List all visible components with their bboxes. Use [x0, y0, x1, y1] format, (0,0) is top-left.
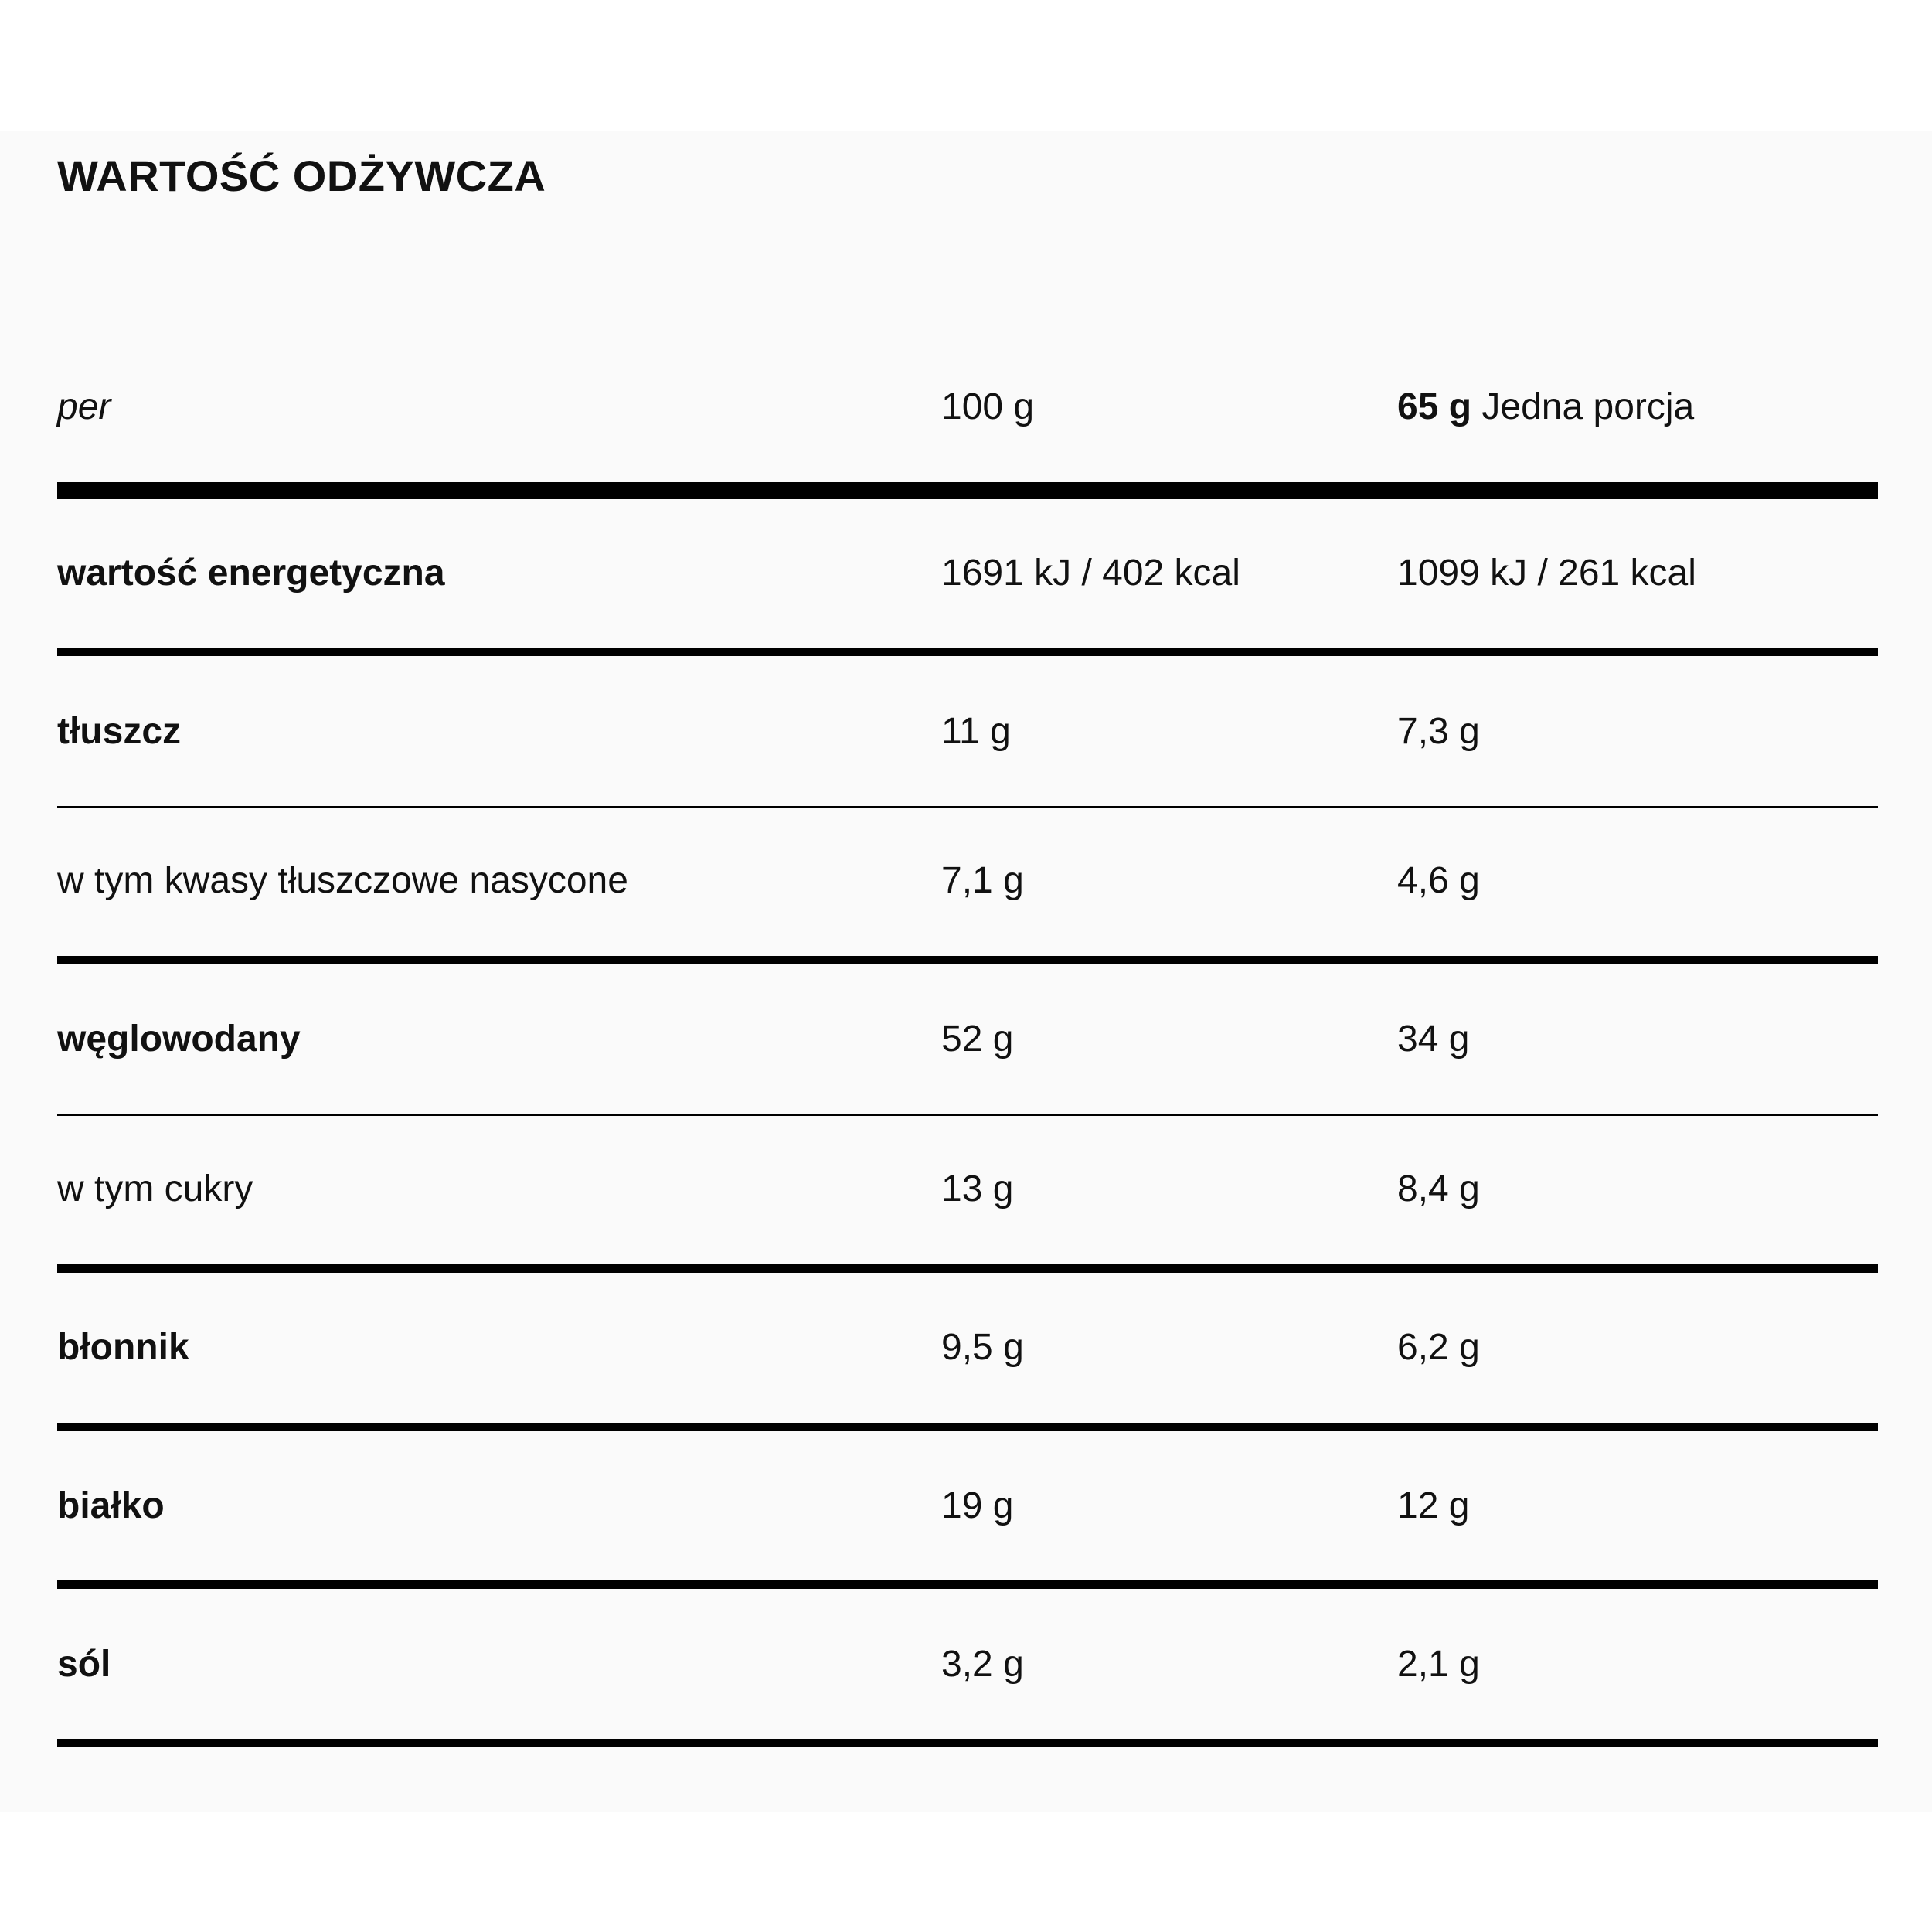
- row-value-portion: 8,4 g: [1397, 1168, 1480, 1209]
- row-label: wartość energetyczna: [57, 553, 445, 594]
- row-label: tłuszcz: [57, 711, 182, 752]
- header-divider: [57, 482, 1878, 499]
- row-value-100g: 13 g: [941, 1168, 1014, 1209]
- row-value-100g: 11 g: [941, 711, 1011, 752]
- row-value-100g: 52 g: [941, 1019, 1014, 1060]
- header-portion-amount: 65 g: [1397, 386, 1472, 427]
- row-label: białko: [57, 1485, 165, 1526]
- row-value-100g: 7,1 g: [941, 860, 1024, 901]
- row-value-100g: 19 g: [941, 1485, 1014, 1526]
- row-value-portion: 12 g: [1397, 1485, 1470, 1526]
- row-value-portion: 34 g: [1397, 1019, 1470, 1060]
- header-portion: [1397, 386, 1695, 427]
- row-label: w tym cukry: [57, 1168, 253, 1209]
- row-value-portion: 2,1 g: [1397, 1644, 1480, 1685]
- row-label: w tym kwasy tłuszczowe nasycone: [57, 860, 628, 901]
- row-divider: [57, 1739, 1878, 1747]
- row-divider: [57, 1580, 1878, 1589]
- row-label: sól: [57, 1644, 111, 1685]
- header-100g: 100 g: [941, 386, 1035, 427]
- row-divider: [57, 648, 1878, 656]
- row-value-100g: 3,2 g: [941, 1644, 1024, 1685]
- header-portion-label: Jedna porcja: [1471, 386, 1695, 427]
- row-value-100g: 9,5 g: [941, 1327, 1024, 1368]
- row-value-portion: 4,6 g: [1397, 860, 1480, 901]
- nutrition-panel: [0, 131, 1932, 1812]
- row-label: węglowodany: [57, 1019, 301, 1060]
- row-value-100g: 1691 kJ / 402 kcal: [941, 553, 1240, 594]
- row-divider: [57, 956, 1878, 964]
- row-subdivider: [57, 806, 1878, 808]
- row-value-portion: 6,2 g: [1397, 1327, 1480, 1368]
- nutrition-title: WARTOŚĆ ODŻYWCZA: [57, 151, 546, 200]
- row-label: błonnik: [57, 1327, 189, 1368]
- row-value-portion: 1099 kJ / 261 kcal: [1397, 553, 1696, 594]
- row-value-portion: 7,3 g: [1397, 711, 1480, 752]
- row-divider: [57, 1264, 1878, 1273]
- row-divider: [57, 1423, 1878, 1431]
- header-per-label: per: [57, 386, 111, 427]
- row-subdivider: [57, 1114, 1878, 1116]
